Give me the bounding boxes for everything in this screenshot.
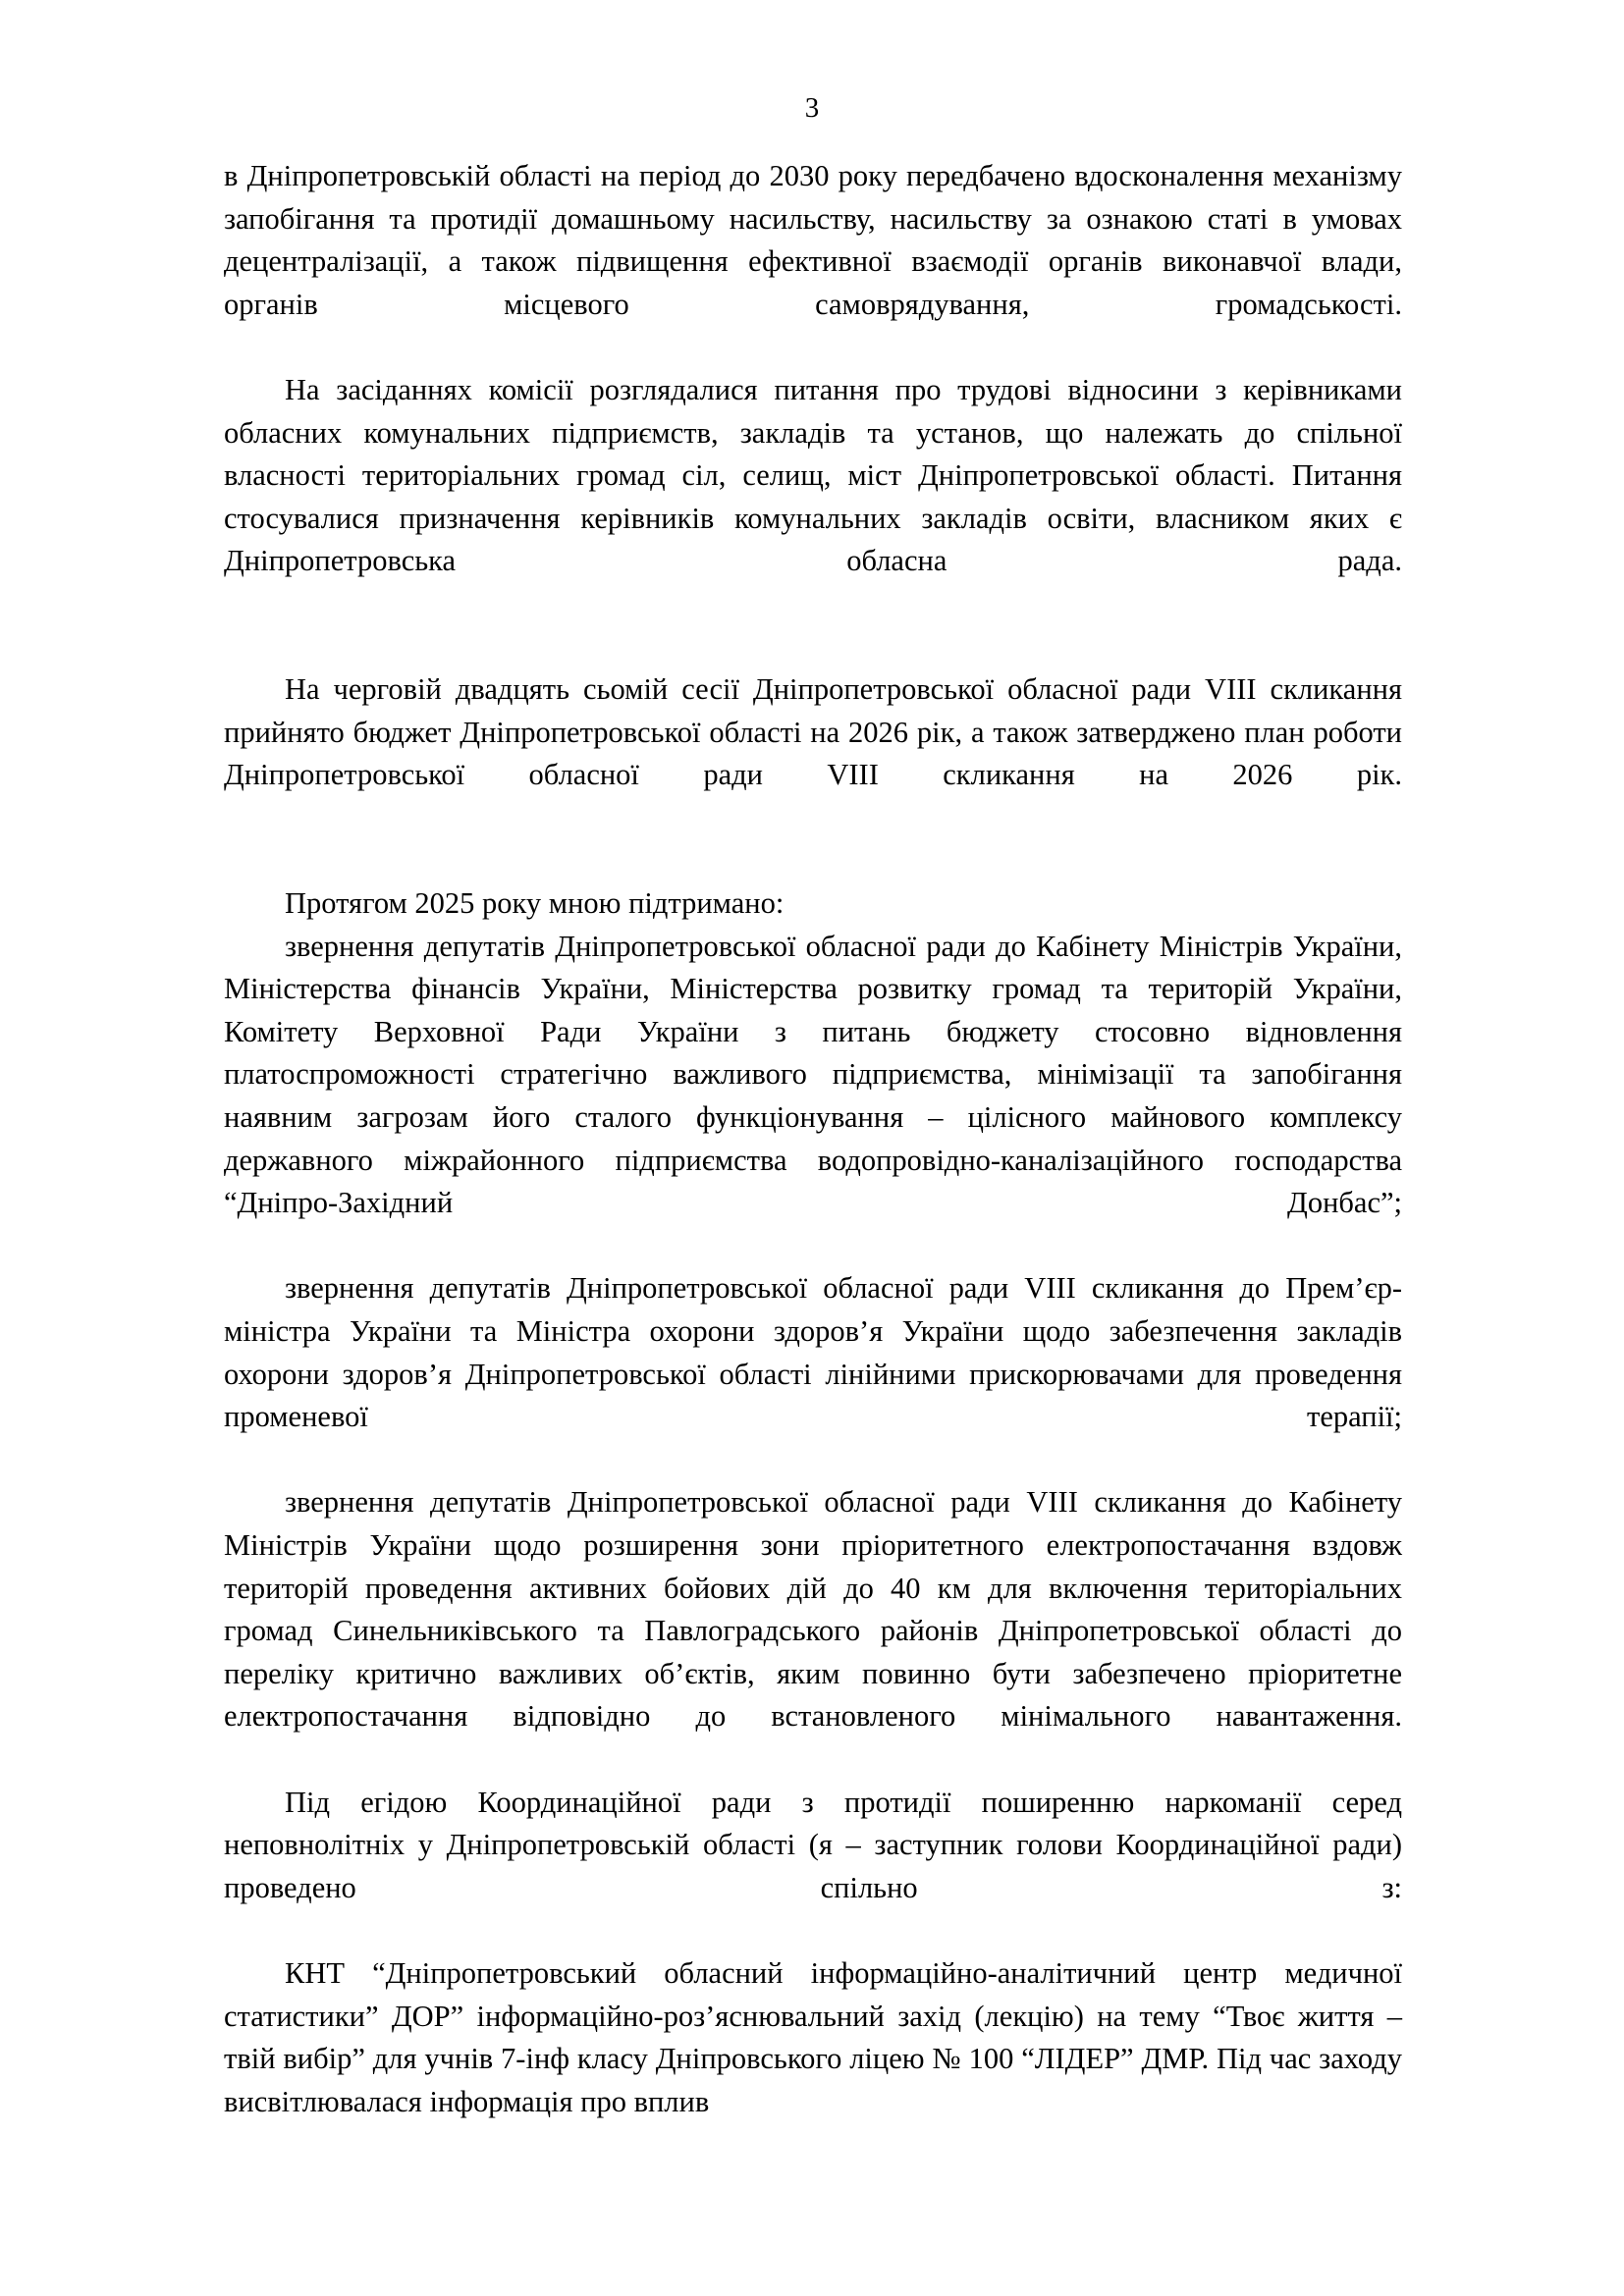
paragraph-4: Протягом 2025 року мною підтримано: — [285, 886, 785, 921]
paragraph-5: звернення депутатів Дніпропетровської обласної ради до Кабінету Міністрів України, Міністерства фінансів України, Міністерства розвитку громад та територій України, Комітету Верховної Ради України з питань бюджету стосовно відновлення платоспроможності стратегічно важливого підприємства, мінімізації та запобігання наявним загрозам його сталого функціонування – цілісного майнового комплексу державного міжрайонного підприємства водопровідно-каналізаційного господарства “Дніпро-Західний Донбас”; — [224, 929, 1402, 1220]
paragraph-3: На черговій двадцять сьомій сесії Дніпропетровської обласної ради VIII скликання прийнято бюджет Дніпропетровської області на 2026 рік, а також затверджено план роботи Дніпропетровської обласної ради VIII скликання на 2026 рік. — [224, 672, 1402, 792]
paragraph-1: в Дніпропетровській області на період до 2030 року передбачено вдосконалення механізму запобігання та протидії домашньому насильству, насильству за ознакою статі в умовах децентралізації, а також підвищення ефективної взаємодії органів виконавчої влади, органів місцевого самоврядування, громадськості. — [224, 159, 1402, 321]
paragraph-8: Під егідою Координаційної ради з протидії поширенню наркоманії серед неповнолітніх у Дніпропетровській області (я – заступник голови Координаційної ради) проведено спільно з: — [224, 1785, 1402, 1904]
page-number: 3 — [804, 92, 820, 124]
paragraph-7: звернення депутатів Дніпропетровської обласної ради VIII скликання до Кабінету Міністрів України щодо розширення зони пріоритетного електропостачання вздовж територій проведення активних бойових дій до 40 км для включення територіальних громад Синельниківського та Павлоградського районів Дніпропетровської області до переліку критично важливих об’єктів, яким повинно бути забезпечено пріоритетне електропостачання відповідно до встановленого мінімального навантаження. — [224, 1485, 1402, 1734]
paragraph-2: На засіданнях комісії розглядалися питання про трудові відносини з керівниками обласних комунальних підприємств, закладів та установ, що належать до спільної власності територіальних громад сіл, селищ, міст Дніпропетровської області. Питання стосувалися призначення керівників комунальних закладів освіти, власником яких є Дніпропетровська обласна рада. — [224, 372, 1402, 578]
paragraph-6: звернення депутатів Дніпропетровської обласної ради VIII скликання до Прем’єр-міністра України та Міністра охорони здоров’я України щодо забезпечення закладів охорони здоров’я Дніпропетровської області лінійними прискорювачами для проведення променевої терапії; — [224, 1271, 1402, 1434]
document-body — [224, 155, 1402, 2123]
paragraph-9: КНТ “Дніпропетровський обласний інформаційно-аналітичний центр медичної статистики” ДОР” інформаційно-роз’яснювальний захід (лекцію) на тему “Твоє життя – твій вибір” для учнів 7-інф класу Дніпровського ліцею № 100 “ЛІДЕР” ДМР. Під час заходу висвітлювалася інформація про вплив — [224, 1955, 1402, 2118]
